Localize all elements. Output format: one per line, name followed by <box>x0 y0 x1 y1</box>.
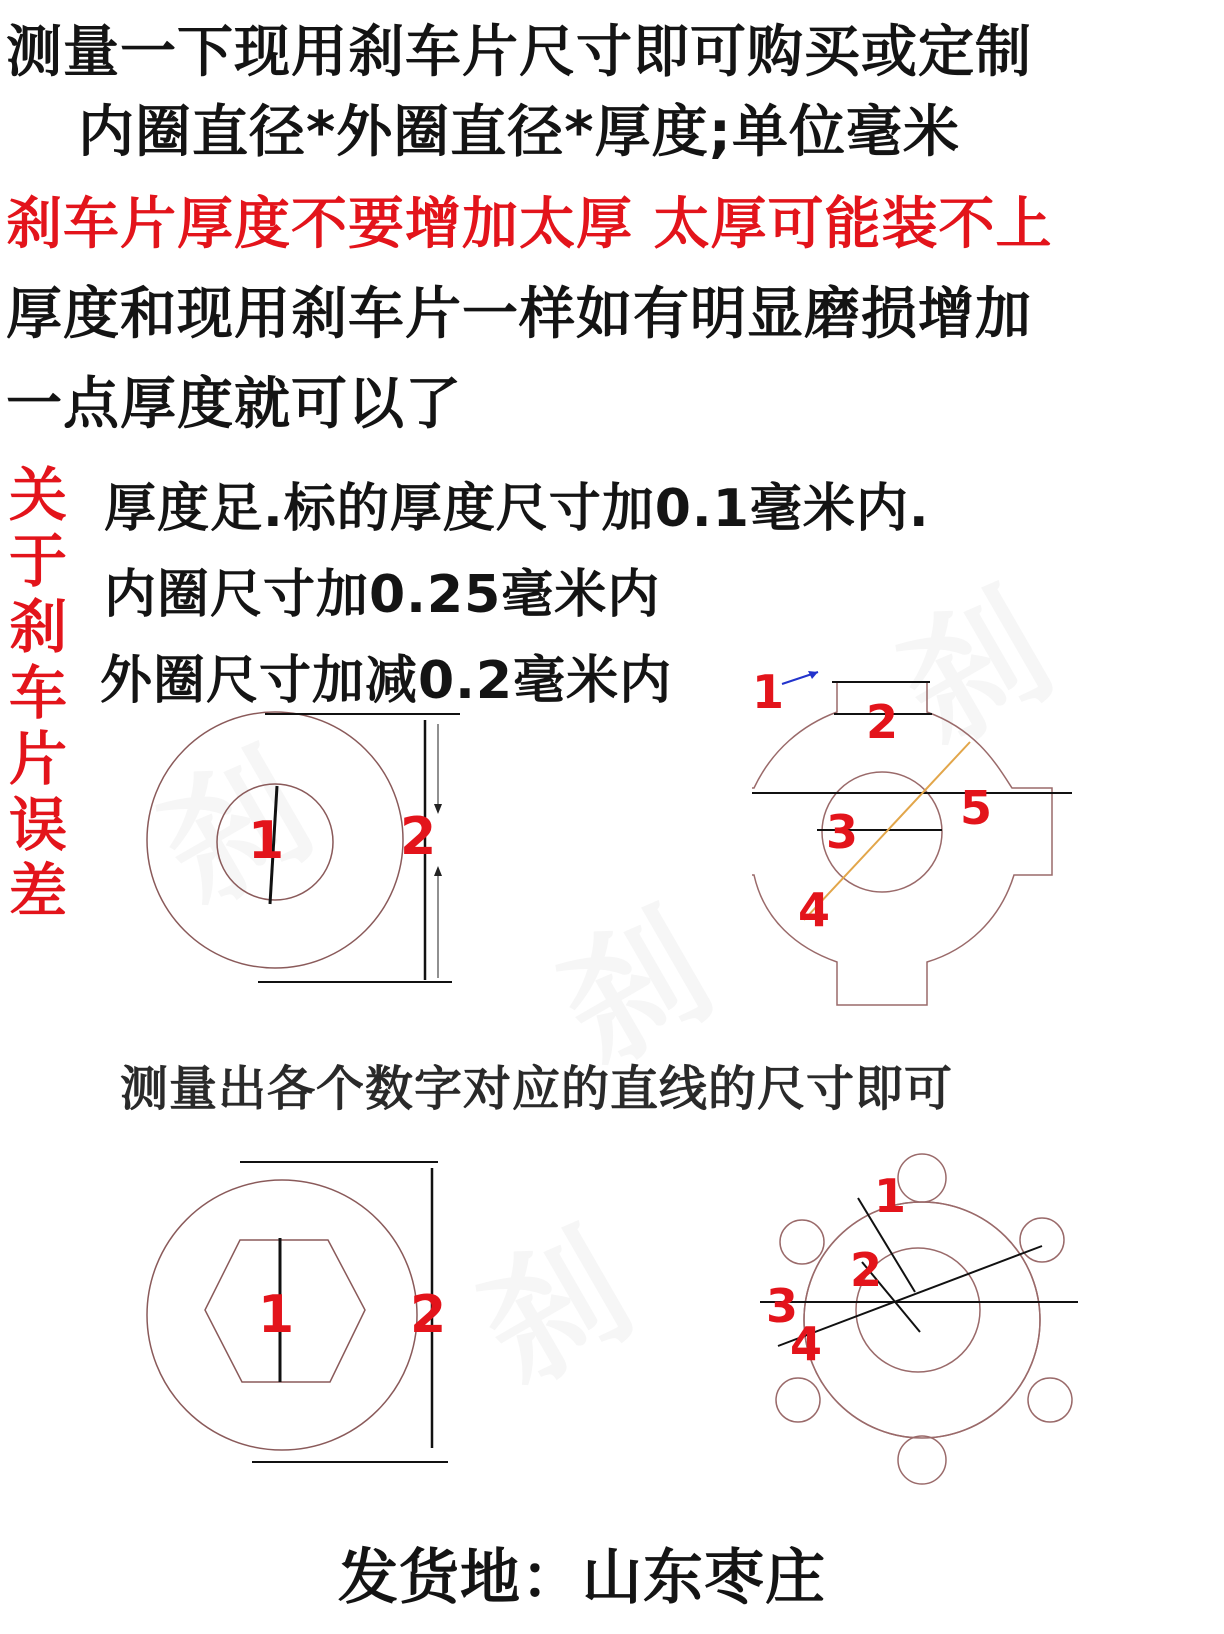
diagram-label: 4 <box>790 1317 823 1371</box>
diagram-label: 5 <box>960 781 993 835</box>
diagram-label: 1 <box>258 1285 295 1345</box>
diagram-label: 3 <box>826 805 859 859</box>
diagram-label: 2 <box>400 807 437 867</box>
diagram-label: 1 <box>752 670 785 719</box>
side-char: 关 <box>8 461 67 529</box>
diagram-label: 1 <box>874 1169 907 1223</box>
intro-line-4: 厚度和现用刹车片一样如有明显磨损增加 <box>6 282 1032 347</box>
diagram-notched-pad <box>752 670 1082 1020</box>
side-char: 片 <box>8 725 67 793</box>
measure-note: 测量出各个数字对应的直线的尺寸即可 <box>120 1061 954 1117</box>
intro-line-5: 一点厚度就可以了 <box>6 372 462 437</box>
side-char: 刹 <box>8 593 67 661</box>
shipping-origin: 发货地：山东枣庄 <box>338 1543 826 1613</box>
warning-line: 刹车片厚度不要增加太厚 太厚可能装不上 <box>6 192 1053 257</box>
tolerance-outer: 外圈尺寸加减0.2毫米内 <box>100 651 673 711</box>
side-char: 车 <box>8 659 67 727</box>
diagram-label: 1 <box>248 811 285 871</box>
diagram-hex-ring <box>140 1160 480 1490</box>
diagram-label: 2 <box>866 695 899 749</box>
intro-line-2: 内圈直径*外圈直径*厚度;单位毫米 <box>78 100 960 165</box>
side-char: 于 <box>8 527 67 595</box>
side-label <box>6 462 70 924</box>
diagram-label: 2 <box>410 1285 447 1345</box>
side-char: 误 <box>8 791 67 859</box>
side-char: 差 <box>8 857 67 925</box>
tolerance-thickness: 厚度足.标的厚度尺寸加0.1毫米内. <box>104 479 930 539</box>
intro-line-1: 测量一下现用刹车片尺寸即可购买或定制 <box>6 20 1032 85</box>
diagram-ring <box>130 690 480 990</box>
diagram-label: 3 <box>766 1279 799 1333</box>
diagram-label: 4 <box>798 883 831 937</box>
diagram-gear-pad <box>760 1150 1090 1490</box>
tolerance-inner: 内圈尺寸加0.25毫米内 <box>104 565 661 625</box>
diagram-label: 2 <box>850 1243 883 1297</box>
